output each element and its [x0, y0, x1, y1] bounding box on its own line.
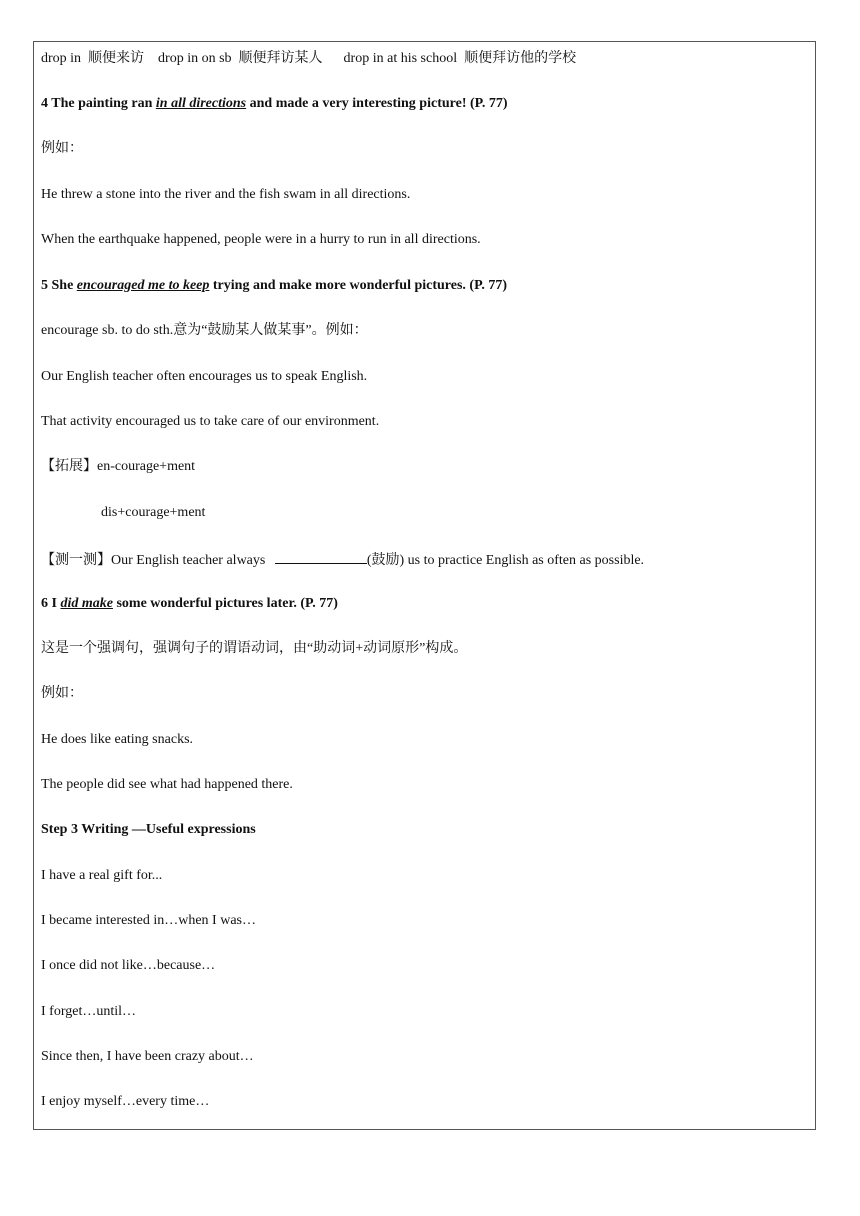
heading-6-pre: 6 I [41, 596, 61, 611]
heading-4-emphasis: in all directions [155, 96, 247, 111]
heading-6-emphasis: did make [60, 596, 113, 611]
sentence-1: He threw a stone into the river and the fish swam in all directions. [41, 187, 411, 202]
heading-5-pre: 5 She [41, 278, 77, 293]
test-post: (鼓励) us to practice English as often as possible. [366, 553, 645, 568]
sentence-7: He does like eating snacks. [41, 732, 194, 747]
extension-label: 【拓展】 [41, 459, 97, 474]
heading-5 [41, 277, 507, 295]
heading-4-pre: 4 The painting ran [41, 96, 156, 111]
test-pre: Our English teacher always [111, 553, 269, 568]
test-label: 【测一测】 [41, 553, 111, 568]
test-line [41, 549, 644, 570]
heading-6-post: some wonderful pictures later. (P. 77) [112, 596, 338, 611]
extension-item-1: en-courage+ment [97, 459, 196, 474]
expression-2: I became interested in…when I was… [41, 913, 256, 928]
sentence-8: The people did see what had happened there. [41, 777, 293, 792]
heading-5-emphasis: encouraged me to keep [76, 278, 210, 293]
sentence-2: When the earthquake happened, people were in a hurry to run in all directions. [41, 232, 481, 247]
expression-5: Since then, I have been crazy about… [41, 1049, 254, 1064]
example-label-2: 例如： [41, 686, 83, 701]
extension-line-1 [41, 458, 195, 476]
example-label-1: 例如： [41, 141, 83, 156]
sentence-3: encourage sb. to do sth.意为“鼓励某人做某事”。例如： [41, 323, 368, 338]
sentence-4: Our English teacher often encourages us to speak English. [41, 369, 368, 384]
expression-1: I have a real gift for... [41, 868, 163, 883]
heading-5-post: trying and make more wonderful pictures. (P. 77) [209, 278, 508, 293]
expression-4: I forget…until… [41, 1004, 137, 1019]
answer-blank[interactable] [275, 549, 367, 564]
heading-4 [41, 95, 508, 113]
expression-6: I enjoy myself…every time… [41, 1094, 210, 1109]
sentence-6: 这是一个强调句，强调句子的谓语动词，由“助动词+动词原形”构成。 [41, 641, 468, 656]
expression-3: I once did not like…because… [41, 958, 216, 973]
step-3-heading: Step 3 Writing —Useful expressions [41, 822, 256, 837]
heading-6 [41, 595, 338, 613]
sentence-5: That activity encouraged us to take care of our environment. [41, 414, 380, 429]
heading-4-post: and made a very interesting picture! (P. 77) [246, 96, 508, 111]
extension-item-2: dis+courage+ment [101, 505, 206, 520]
drop-in-phrases: drop in 顺便来访 drop in on sb 顺便拜访某人 drop in at his school 顺便拜访他的学校 [41, 51, 577, 66]
